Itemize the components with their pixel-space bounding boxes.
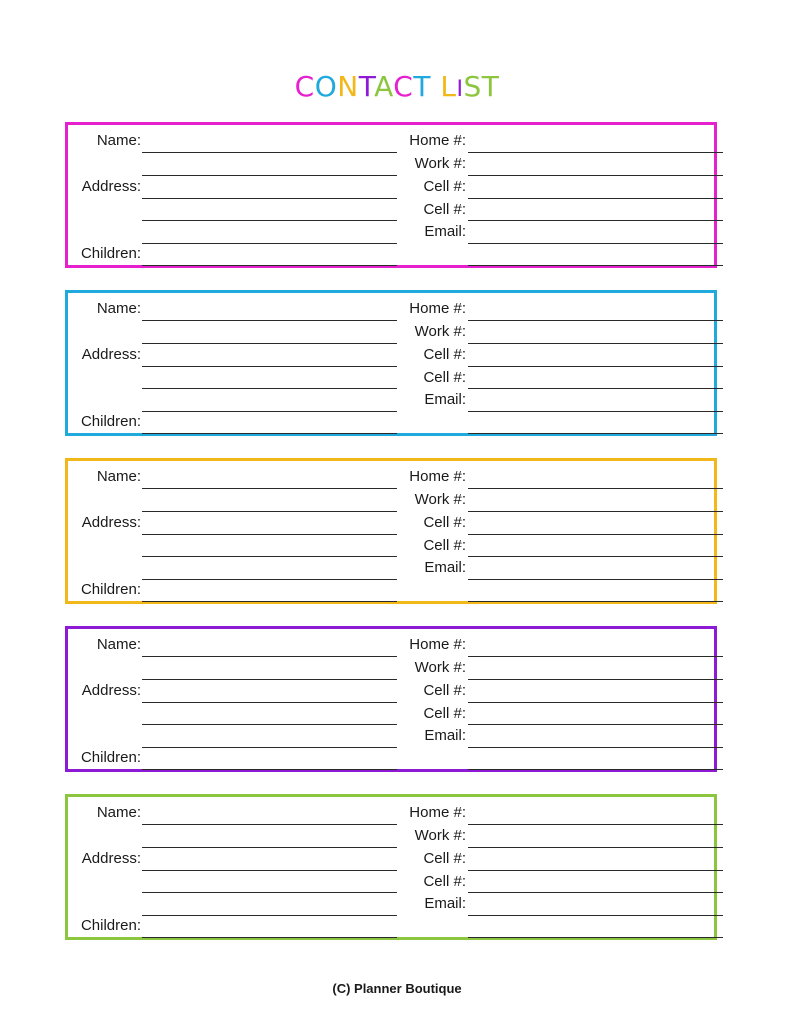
cell-label: Cell #: — [423, 178, 466, 195]
address-label: Address: — [81, 850, 141, 867]
cell-label-2: Cell #: — [423, 537, 466, 554]
name-line-2[interactable] — [142, 847, 397, 848]
email-label: Email: — [424, 895, 466, 912]
address-line-3[interactable] — [142, 915, 397, 916]
children-label: Children: — [80, 749, 141, 766]
cell-line-2[interactable] — [468, 220, 723, 221]
page-title — [0, 70, 794, 103]
name-label: Name: — [96, 804, 141, 821]
address-line-1[interactable] — [142, 870, 397, 871]
email-line[interactable] — [468, 243, 723, 244]
title-letter: T — [413, 70, 431, 103]
name-line[interactable] — [142, 656, 397, 657]
cell-label-2: Cell #: — [423, 201, 466, 218]
children-line[interactable] — [142, 937, 397, 938]
email-label: Email: — [424, 559, 466, 576]
address-label: Address: — [81, 682, 141, 699]
address-label: Address: — [81, 178, 141, 195]
children-label: Children: — [80, 413, 141, 430]
cell-line[interactable] — [468, 198, 723, 199]
email-label: Email: — [424, 727, 466, 744]
cell-label: Cell #: — [423, 850, 466, 867]
email-line[interactable] — [468, 747, 723, 748]
children-line[interactable] — [142, 601, 397, 602]
work-line[interactable] — [468, 511, 723, 512]
children-label: Children: — [80, 581, 141, 598]
email-line-2[interactable] — [468, 433, 723, 434]
cell-line[interactable] — [468, 702, 723, 703]
email-line[interactable] — [468, 915, 723, 916]
address-line-2[interactable] — [142, 892, 397, 893]
cell-label-2: Cell #: — [423, 705, 466, 722]
name-line-2[interactable] — [142, 343, 397, 344]
email-line-2[interactable] — [468, 937, 723, 938]
address-line-1[interactable] — [142, 198, 397, 199]
title-letter: S — [463, 70, 482, 103]
cell-line[interactable] — [468, 870, 723, 871]
children-line[interactable] — [142, 265, 397, 266]
work-label: Work #: — [414, 491, 466, 508]
address-label: Address: — [81, 514, 141, 531]
home-line[interactable] — [468, 320, 723, 321]
name-label: Name: — [96, 636, 141, 653]
work-label: Work #: — [414, 827, 466, 844]
address-line-2[interactable] — [142, 724, 397, 725]
email-line[interactable] — [468, 579, 723, 580]
contact-card — [65, 794, 717, 940]
address-line-3[interactable] — [142, 747, 397, 748]
cell-label: Cell #: — [423, 346, 466, 363]
title-letter — [431, 70, 440, 103]
address-line-3[interactable] — [142, 579, 397, 580]
work-line[interactable] — [468, 679, 723, 680]
cell-label: Cell #: — [423, 682, 466, 699]
work-line[interactable] — [468, 175, 723, 176]
children-line[interactable] — [142, 433, 397, 434]
children-label: Children: — [80, 245, 141, 262]
name-line[interactable] — [142, 488, 397, 489]
title-letter: C — [294, 70, 315, 103]
name-label: Name: — [96, 132, 141, 149]
contact-card — [65, 458, 717, 604]
work-label: Work #: — [414, 659, 466, 676]
cell-line-2[interactable] — [468, 724, 723, 725]
name-line-2[interactable] — [142, 175, 397, 176]
title-letter: T — [481, 70, 500, 103]
children-line[interactable] — [142, 769, 397, 770]
work-label: Work #: — [414, 155, 466, 172]
address-line-1[interactable] — [142, 534, 397, 535]
work-line[interactable] — [468, 847, 723, 848]
home-line[interactable] — [468, 824, 723, 825]
footer-copyright: (C) Planner Boutique — [332, 981, 462, 996]
cell-line-2[interactable] — [468, 892, 723, 893]
cell-label-2: Cell #: — [423, 369, 466, 386]
home-label: Home #: — [409, 300, 466, 317]
title-letter: I — [456, 77, 464, 102]
email-line[interactable] — [468, 411, 723, 412]
cell-line-2[interactable] — [468, 388, 723, 389]
name-line-2[interactable] — [142, 679, 397, 680]
name-line[interactable] — [142, 152, 397, 153]
name-line[interactable] — [142, 824, 397, 825]
email-line-2[interactable] — [468, 601, 723, 602]
cell-line[interactable] — [468, 366, 723, 367]
home-label: Home #: — [409, 804, 466, 821]
work-line[interactable] — [468, 343, 723, 344]
name-label: Name: — [96, 300, 141, 317]
address-label: Address: — [81, 346, 141, 363]
address-line-2[interactable] — [142, 388, 397, 389]
home-label: Home #: — [409, 468, 466, 485]
work-label: Work #: — [414, 323, 466, 340]
address-line-2[interactable] — [142, 556, 397, 557]
title-letter: C — [393, 70, 414, 103]
email-line-2[interactable] — [468, 265, 723, 266]
email-label: Email: — [424, 391, 466, 408]
cell-label-2: Cell #: — [423, 873, 466, 890]
home-line[interactable] — [468, 152, 723, 153]
home-line[interactable] — [468, 656, 723, 657]
address-line-2[interactable] — [142, 220, 397, 221]
cell-label: Cell #: — [423, 514, 466, 531]
title-letter: T — [358, 70, 375, 103]
email-label: Email: — [424, 223, 466, 240]
children-label: Children: — [80, 917, 141, 934]
name-label: Name: — [96, 468, 141, 485]
name-line-2[interactable] — [142, 511, 397, 512]
home-label: Home #: — [409, 132, 466, 149]
cell-line-2[interactable] — [468, 556, 723, 557]
title-letter: O — [314, 70, 338, 103]
address-line-1[interactable] — [142, 366, 397, 367]
title-letter: L — [440, 70, 457, 103]
contact-card — [65, 290, 717, 436]
title-letter: N — [337, 70, 359, 103]
home-label: Home #: — [409, 636, 466, 653]
address-line-3[interactable] — [142, 243, 397, 244]
name-line[interactable] — [142, 320, 397, 321]
address-line-1[interactable] — [142, 702, 397, 703]
contact-card — [65, 122, 717, 268]
title-letter: A — [374, 70, 394, 103]
address-line-3[interactable] — [142, 411, 397, 412]
email-line-2[interactable] — [468, 769, 723, 770]
cell-line[interactable] — [468, 534, 723, 535]
contact-card — [65, 626, 717, 772]
home-line[interactable] — [468, 488, 723, 489]
